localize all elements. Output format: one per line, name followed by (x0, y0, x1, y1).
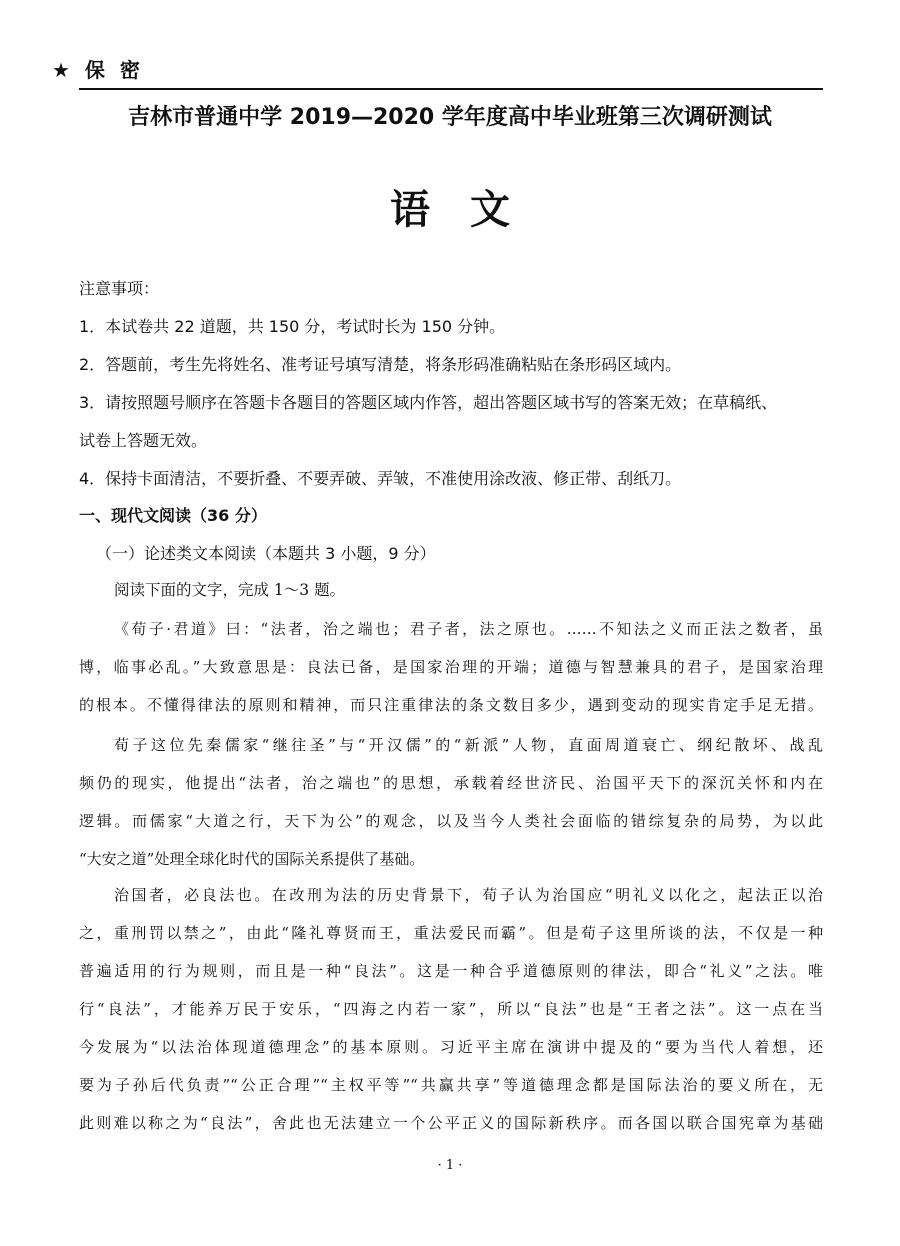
passage-line: 此则难以称之为“良法”，舍此也无法建立一个公平正义的国际新秩序。而各国以联合国宪章为基础 (79, 1114, 823, 1132)
passage-line: 博，临事必乱。”大致意思是：良法已备，是国家治理的开端；道德与智慧兼具的君子，是国家治理 (79, 658, 823, 676)
confidential-mark: ★ 保 密 (52, 58, 144, 82)
passage-line: 的根本。不懂得律法的原则和精神，而只注重律法的条文数目多少，遇到变动的现实肯定手足无措。 (79, 696, 823, 714)
passage-line: 治国者，必良法也。在改刑为法的历史背景下，荀子认为治国应“明礼义以化之，起法正以治 (114, 886, 823, 904)
passage-line: 行“良法”，才能养万民于安乐，“四海之内若一家”，所以“良法”也是“王者之法”。这一点在当 (79, 1000, 823, 1018)
note-item: 2．答题前，考生先将姓名、准考证号填写清楚，将条形码准确粘贴在条形码区域内。 (79, 355, 682, 374)
section-title: 一、现代文阅读（36 分） (79, 506, 267, 525)
note-item: 1．本试卷共 22 道题，共 150 分，考试时长为 150 分钟。 (79, 317, 506, 336)
passage-line: 要为子孙后代负责”“公正合理”“主权平等”“共赢共享”等道德理念都是国际法治的要义所在，无 (79, 1076, 823, 1094)
exam-title: 吉林市普通中学 2019—2020 学年度高中毕业班第三次调研测试 (128, 105, 772, 130)
passage-line: 今发展为“以法治体现道德理念”的基本原则。习近平主席在演讲中提及的“要为当代人着想，还 (79, 1038, 823, 1056)
passage-line: 之，重刑罚以禁之”，由此“隆礼尊贤而王，重法爱民而霸”。但是荀子这里所谈的法，不仅是一种 (79, 924, 823, 942)
passage-line: 逻辑。而儒家“大道之行，天下为公”的观念，以及当今人类社会面临的错综复杂的局势，为以此 (79, 812, 823, 830)
note-item: 3．请按照题号顺序在答题卡各题目的答题区域内作答，超出答题区域书写的答案无效；在草稿纸、 (79, 393, 778, 412)
note-item: 4．保持卡面清洁，不要折叠、不要弄破、弄皱，不准使用涂改液、修正带、刮纸刀。 (79, 469, 682, 488)
passage-line: 频仍的现实，他提出“法者，治之端也”的思想，承载着经世济民、治国平天下的深沉关怀和内在 (79, 774, 823, 792)
note-item: 试卷上答题无效。 (79, 431, 208, 450)
reading-instruction: 阅读下面的文字，完成 1～3 题。 (114, 581, 346, 599)
passage-line: 普遍适用的行为规则，而且是一种“良法”。这是一种合乎道德原则的律法，即合“礼义”之法。唯 (79, 962, 823, 980)
subject-title: 语文 (390, 186, 550, 233)
passage-line: 荀子这位先秦儒家“继往圣”与“开汉儒”的“新派”人物，直面周道衰亡、纲纪散坏、战乱 (114, 736, 823, 754)
subsection-title: （一）论述类文本阅读（本题共 3 小题，9 分） (96, 544, 436, 563)
page-number: · 1 · (437, 1158, 463, 1173)
passage-line: 《荀子·君道》曰：“法者，治之端也；君子者，法之原也。……不知法之义而正法之数者，虽 (114, 620, 823, 638)
header-rule (79, 88, 823, 90)
passage-line: “大安之道”处理全球化时代的国际关系提供了基础。 (79, 850, 425, 868)
notes-heading: 注意事项： (79, 279, 160, 298)
